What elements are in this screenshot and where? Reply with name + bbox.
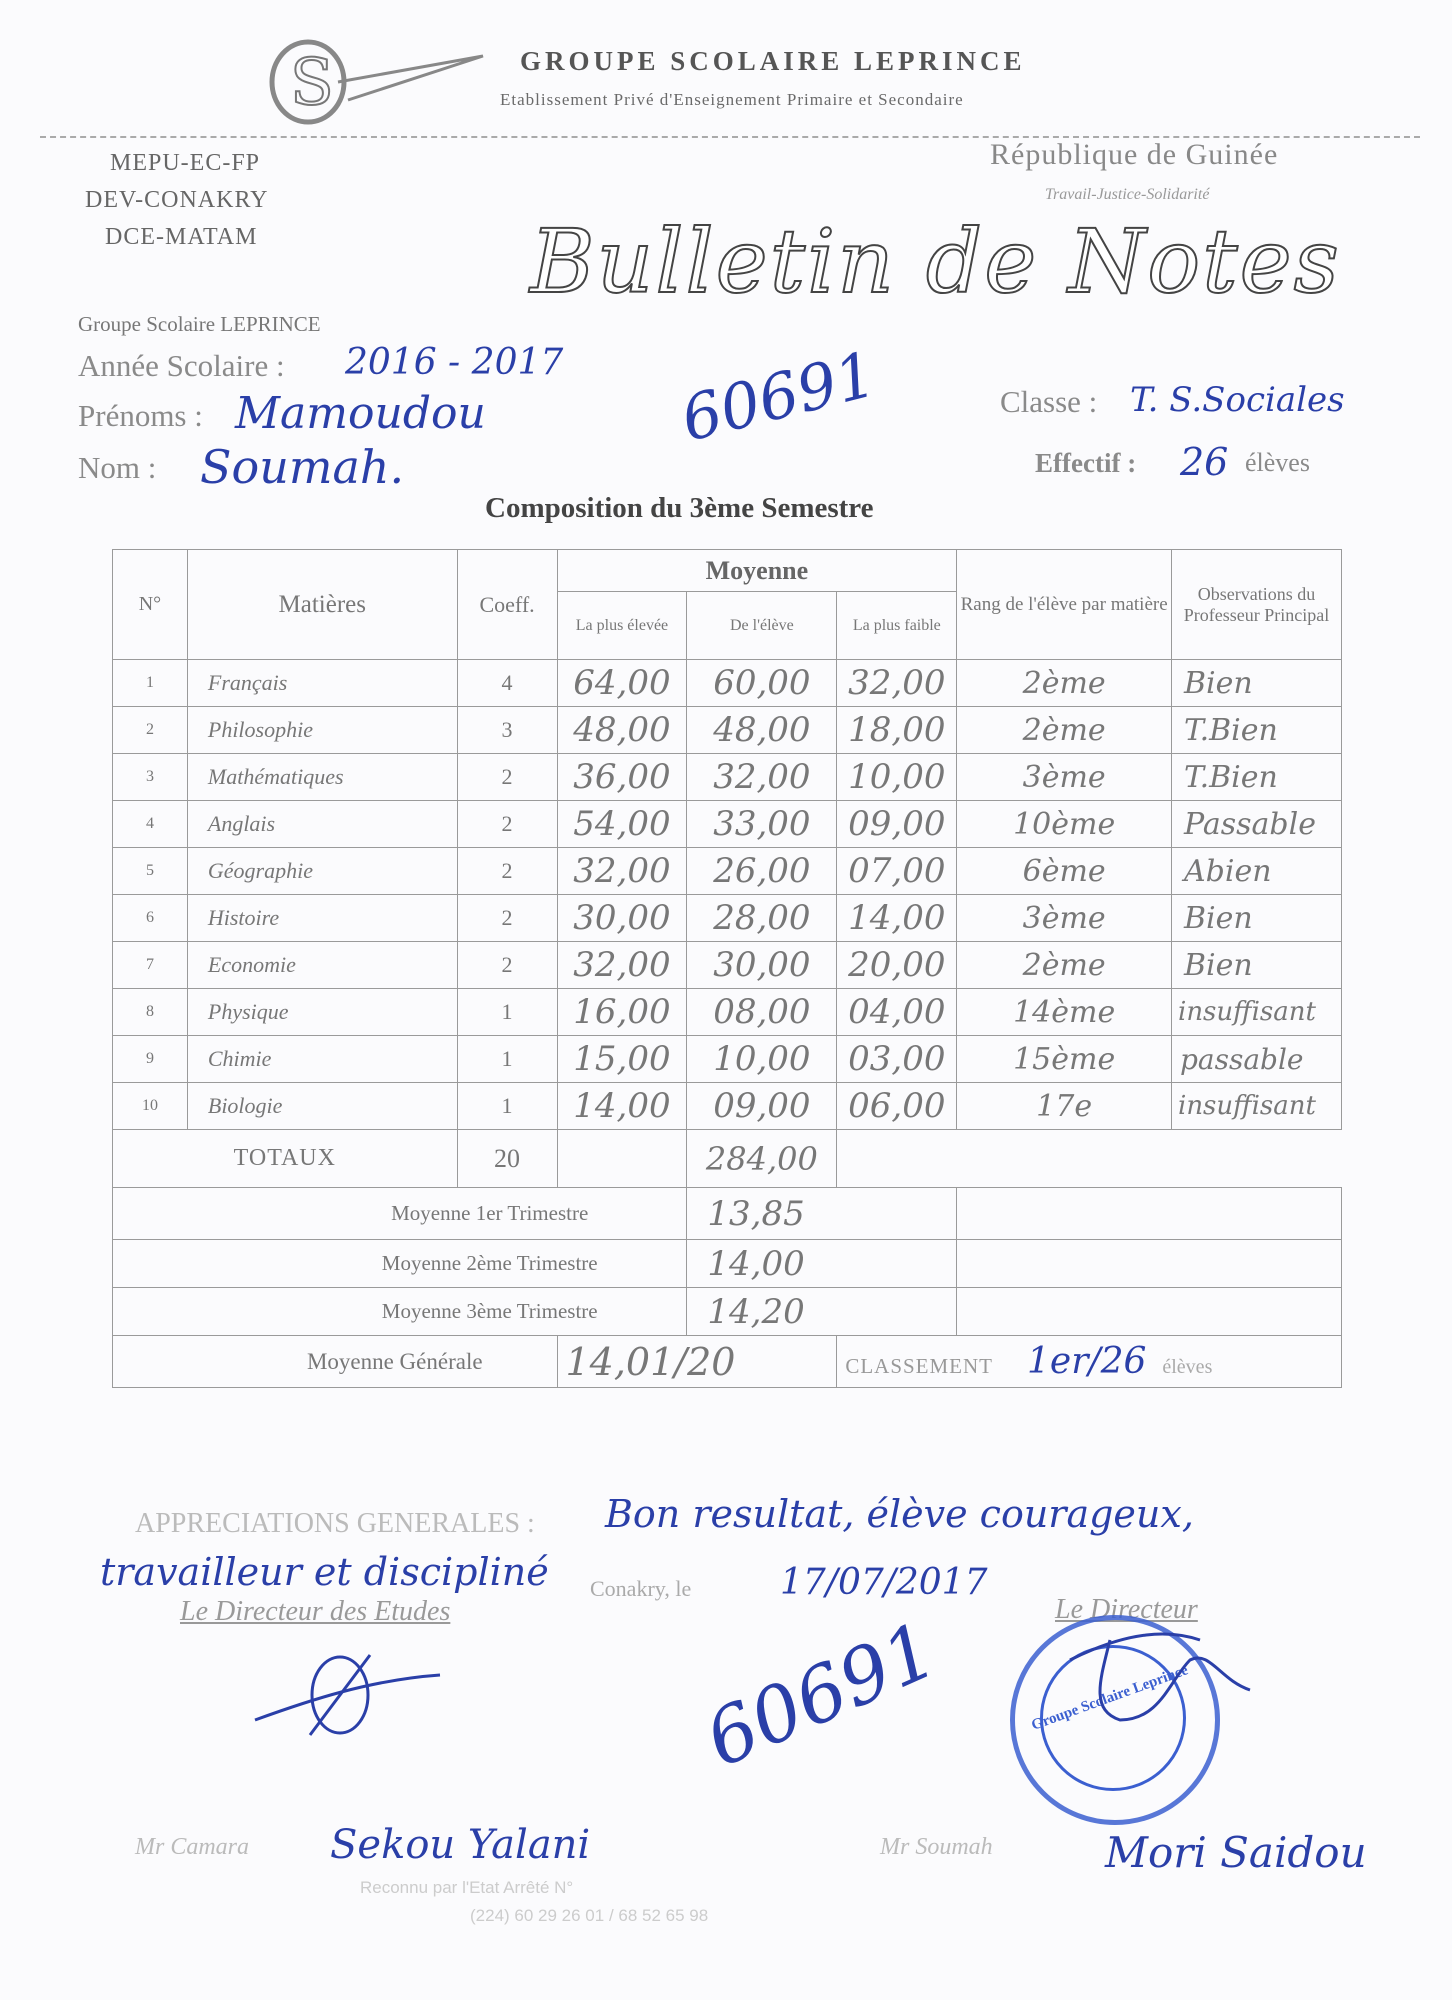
- row-obs: Bien: [1172, 942, 1342, 989]
- table-row: [113, 1083, 1342, 1130]
- row-coeff: 2: [457, 848, 557, 895]
- row-obs: insuffisant: [1172, 989, 1342, 1036]
- table-row: [113, 754, 1342, 801]
- row-coeff: 2: [457, 754, 557, 801]
- row-subject: Anglais: [187, 801, 457, 848]
- grades-table: [112, 549, 1342, 1388]
- row-subject: Histoire: [187, 895, 457, 942]
- row-no: 6: [113, 895, 188, 942]
- school-logo: [258, 30, 388, 130]
- date-value: 17/07/2017: [780, 1562, 988, 1603]
- row-eleve: 33,00: [687, 801, 837, 848]
- right-signatory-name: Mori Saidou: [1105, 1828, 1367, 1877]
- row-obs: T.Bien: [1172, 707, 1342, 754]
- trim3-blank: [957, 1288, 1342, 1336]
- row-eleve: 08,00: [687, 989, 837, 1036]
- header-no: N°: [113, 550, 188, 660]
- right-signature-mark: [1050, 1620, 1270, 1745]
- row-coeff: 1: [457, 989, 557, 1036]
- row-rang: 2ème: [957, 707, 1172, 754]
- row-eleve: 30,00: [687, 942, 837, 989]
- row-min: 04,00: [837, 989, 957, 1036]
- row-eleve: 09,00: [687, 1083, 837, 1130]
- row-rang: 6ème: [957, 848, 1172, 895]
- row-eleve: 26,00: [687, 848, 837, 895]
- school-subtitle: Etablissement Privé d'Enseignement Primaire et Secondaire: [500, 90, 964, 109]
- row-eleve: 48,00: [687, 707, 837, 754]
- row-min: 03,00: [837, 1036, 957, 1083]
- footer-line-1: Reconnu par l'Etat Arrêté N°: [360, 1878, 574, 1897]
- row-max: 14,00: [557, 1083, 687, 1130]
- row-obs: Abien: [1172, 848, 1342, 895]
- row-coeff: 2: [457, 801, 557, 848]
- row-subject: Chimie: [187, 1036, 457, 1083]
- row-obs: T.Bien: [1172, 754, 1342, 801]
- table-row: [113, 660, 1342, 707]
- header-row-1: [113, 550, 1342, 592]
- appreciations-label: APPRECIATIONS GENERALES :: [135, 1508, 535, 1539]
- row-max: 64,00: [557, 660, 687, 707]
- row-no: 7: [113, 942, 188, 989]
- classe-value: T. S.Sociales: [1130, 380, 1345, 420]
- trim1-row: [113, 1188, 1342, 1240]
- table-row: [113, 801, 1342, 848]
- row-no: 4: [113, 801, 188, 848]
- generale-label: Moyenne Générale: [113, 1336, 558, 1388]
- row-max: 15,00: [557, 1036, 687, 1083]
- row-rang: 14ème: [957, 989, 1172, 1036]
- row-min: 32,00: [837, 660, 957, 707]
- effectif-label: Effectif :: [1035, 448, 1137, 478]
- table-row: [113, 989, 1342, 1036]
- trim2-label: Moyenne 2ème Trimestre: [113, 1240, 687, 1288]
- ministry-line-3: DCE-MATAM: [105, 224, 258, 250]
- row-subject: Géographie: [187, 848, 457, 895]
- table-row: [113, 895, 1342, 942]
- totaux-eleve: 284,00: [687, 1130, 837, 1188]
- row-obs: passable: [1172, 1036, 1342, 1083]
- table-row: [113, 942, 1342, 989]
- row-min: 14,00: [837, 895, 957, 942]
- appreciations-text-2: travailleur et discipliné: [100, 1550, 549, 1594]
- ministry-line-2: DEV-CONAKRY: [85, 187, 269, 213]
- row-no: 5: [113, 848, 188, 895]
- row-coeff: 3: [457, 707, 557, 754]
- row-max: 16,00: [557, 989, 687, 1036]
- prenoms-value: Mamoudou: [235, 388, 486, 439]
- row-max: 36,00: [557, 754, 687, 801]
- trim3-row: [113, 1288, 1342, 1336]
- place-label: Conakry, le: [590, 1576, 692, 1601]
- left-signatory-title: Le Directeur des Etudes: [180, 1596, 451, 1627]
- right-signatory-title: Le Directeur: [1055, 1594, 1198, 1625]
- row-no: 10: [113, 1083, 188, 1130]
- row-rang: 2ème: [957, 660, 1172, 707]
- header-de-eleve: De l'élève: [687, 592, 837, 660]
- stamp-label: Groupe Scolaire Leprince: [1029, 1662, 1191, 1734]
- row-no: 8: [113, 989, 188, 1036]
- row-coeff: 1: [457, 1083, 557, 1130]
- right-signatory-prefix: Mr Soumah: [880, 1834, 993, 1860]
- row-eleve: 60,00: [687, 660, 837, 707]
- left-signatory-name: Sekou Yalani: [330, 1822, 591, 1868]
- left-signatory-prefix: Mr Camara: [135, 1834, 250, 1860]
- bottom-ref-number: 60691: [692, 1604, 950, 1785]
- row-obs: insuffisant: [1172, 1083, 1342, 1130]
- effectif-value: 26: [1180, 440, 1229, 484]
- ministry-line-1: MEPU-EC-FP: [110, 150, 261, 176]
- appreciations-text-1: Bon resultat, élève courageux,: [605, 1492, 1194, 1536]
- school-name: GROUPE SCOLAIRE LEPRINCE: [520, 46, 1026, 76]
- trim2-blank: [957, 1240, 1342, 1288]
- row-max: 32,00: [557, 942, 687, 989]
- header-matieres: Matières: [187, 550, 457, 660]
- row-no: 2: [113, 707, 188, 754]
- row-subject: Mathématiques: [187, 754, 457, 801]
- totaux-label: TOTAUX: [113, 1130, 458, 1188]
- row-max: 32,00: [557, 848, 687, 895]
- row-rang: 3ème: [957, 754, 1172, 801]
- header-observations: Observations du Professeur Principal: [1172, 550, 1342, 660]
- row-subject: Biologie: [187, 1083, 457, 1130]
- row-min: 07,00: [837, 848, 957, 895]
- table-row: [113, 707, 1342, 754]
- left-signature-mark: [250, 1640, 450, 1755]
- row-rang: 17e: [957, 1083, 1172, 1130]
- svg-text:S: S: [290, 46, 334, 120]
- generale-value: 14,01/20: [557, 1336, 837, 1388]
- row-max: 30,00: [557, 895, 687, 942]
- row-subject: Philosophie: [187, 707, 457, 754]
- totaux-blank: [837, 1130, 1342, 1188]
- row-coeff: 2: [457, 942, 557, 989]
- classe-label: Classe :: [1000, 384, 1098, 419]
- header-moyenne: Moyenne: [557, 550, 957, 592]
- totaux-empty: [557, 1130, 687, 1188]
- row-eleve: 28,00: [687, 895, 837, 942]
- row-no: 3: [113, 754, 188, 801]
- bulletin-title: Bulletin de Notes: [530, 210, 1341, 313]
- trim2-row: [113, 1240, 1342, 1288]
- header-coeff: Coeff.: [457, 550, 557, 660]
- row-coeff: 2: [457, 895, 557, 942]
- row-obs: Passable: [1172, 801, 1342, 848]
- row-coeff: 1: [457, 1036, 557, 1083]
- row-coeff: 4: [457, 660, 557, 707]
- republic-label: République de Guinée: [990, 138, 1279, 171]
- ministry-block: [85, 150, 268, 251]
- row-max: 48,00: [557, 707, 687, 754]
- effectif-unit: élèves: [1245, 448, 1310, 477]
- row-subject: Economie: [187, 942, 457, 989]
- trim2-value: 14,00: [687, 1240, 957, 1288]
- row-rang: 15ème: [957, 1036, 1172, 1083]
- row-obs: Bien: [1172, 895, 1342, 942]
- trim1-label: Moyenne 1er Trimestre: [113, 1188, 687, 1240]
- totaux-coeff: 20: [457, 1130, 557, 1188]
- row-eleve: 10,00: [687, 1036, 837, 1083]
- header-plus-faible: La plus faible: [837, 592, 957, 660]
- header-rang: Rang de l'élève par matière: [957, 550, 1172, 660]
- table-row: [113, 848, 1342, 895]
- classement-cell: [837, 1336, 1342, 1388]
- row-rang: 10ème: [957, 801, 1172, 848]
- nom-label: Nom :: [78, 450, 157, 485]
- row-min: 20,00: [837, 942, 957, 989]
- header-plus-elevee: La plus élevée: [557, 592, 687, 660]
- prenoms-label: Prénoms :: [78, 398, 203, 433]
- row-subject: Physique: [187, 989, 457, 1036]
- trim1-blank: [957, 1188, 1342, 1240]
- generale-row: [113, 1336, 1342, 1388]
- trim3-value: 14,20: [687, 1288, 957, 1336]
- table-row: [113, 1036, 1342, 1083]
- row-no: 9: [113, 1036, 188, 1083]
- composition-title: Composition du 3ème Semestre: [485, 492, 874, 524]
- footer-line-2: (224) 60 29 26 01 / 68 52 65 98: [470, 1906, 709, 1925]
- totaux-row: [113, 1130, 1342, 1188]
- row-min: 06,00: [837, 1083, 957, 1130]
- classement-label: CLASSEMENT: [845, 1354, 994, 1378]
- row-min: 18,00: [837, 707, 957, 754]
- classement-value: 1er/26: [1027, 1341, 1147, 1382]
- motto: Travail-Justice-Solidarité: [1045, 186, 1210, 203]
- row-eleve: 32,00: [687, 754, 837, 801]
- row-max: 54,00: [557, 801, 687, 848]
- row-rang: 2ème: [957, 942, 1172, 989]
- nom-value: Soumah.: [200, 440, 405, 494]
- annee-label: Année Scolaire :: [78, 348, 285, 383]
- school-small-label: Groupe Scolaire LEPRINCE: [78, 312, 321, 336]
- annee-value: 2016 - 2017: [345, 342, 564, 383]
- row-rang: 3ème: [957, 895, 1172, 942]
- classement-unit: élèves: [1162, 1356, 1213, 1378]
- trim1-value: 13,85: [687, 1188, 957, 1240]
- ref-number: 60691: [674, 337, 884, 456]
- row-min: 09,00: [837, 801, 957, 848]
- row-min: 10,00: [837, 754, 957, 801]
- trim3-label: Moyenne 3ème Trimestre: [113, 1288, 687, 1336]
- row-no: 1: [113, 660, 188, 707]
- row-obs: Bien: [1172, 660, 1342, 707]
- row-subject: Français: [187, 660, 457, 707]
